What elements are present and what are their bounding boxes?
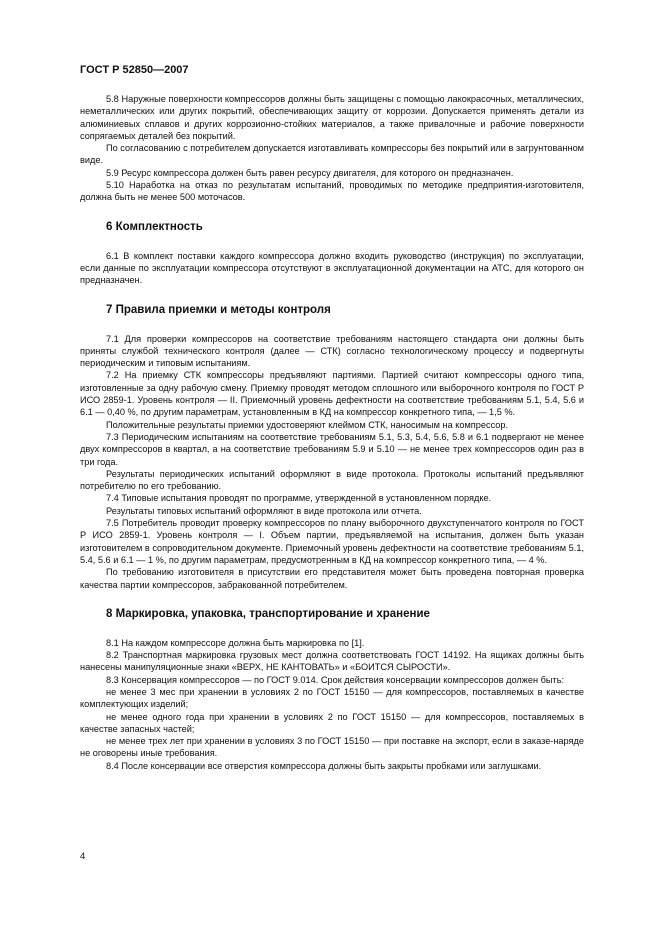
- paragraph-5-10: 5.10 Наработка на отказ по результатам испытаний, проводимых по методике предприятия-изготовителя, должна быть не менее 500 моточасов.: [80, 180, 584, 203]
- paragraph-7-1: 7.1 Для проверки компрессоров на соответствие требованиям настоящего стандарта они должны быть приняты службой технического контроля (далее — СТК) согласно технологическому процессу и подвергнуты периодическим и типовым испытаниям.: [80, 333, 584, 369]
- paragraph-5-8: 5.8 Наружные поверхности компрессоров должны быть защищены с помощью лакокрасочных, металлических, неметаллических или других покрытий, обеспечивающих защиту от коррозии. Допускается применять детали из алюминиевых сплавов и других коррозионно-стойких материалов, а также привалочные и рабочие поверхности сопрягаемых деталей без покрытий.: [80, 94, 584, 141]
- paragraph-7-2: 7.2 На приемку СТК компрессоры предъявляют партиями. Партией считают компрессоры одного типа, изготовленные за одну рабочую смену. Приемку проводят методом сплошного или выборочного контроля по ГОСТ Р ИСО 2859-1. Уровень контроля — II. Приемочный уровень дефектности на соответствие требованиям 5.1, 5.4, 5.6 и 6.1 — 0,40 %, по другим параметрам, установленным в КД на компрессор конкретного типа, — 1,5 %.: [80, 370, 584, 418]
- section-6-heading: 6 Комплектность: [106, 220, 203, 233]
- paragraph-8-3-item-1: не менее 3 мес при хранении в условиях 2 по ГОСТ 15150 — для компрессоров, поставляемых в качестве комплектующих изделий;: [80, 686, 584, 710]
- paragraph-8-3-item-2: не менее одного года при хранении в условиях 2 по ГОСТ 15150 — для компрессоров, поставляемых в качестве запасных частей;: [80, 711, 584, 734]
- paragraph-8-3-item-3: не менее трех лет при хранении в условиях 3 по ГОСТ 15150 — при поставке на экспорт, если в заказе-наряде не оговорены иные требования.: [80, 736, 584, 759]
- paragraph-8-2: 8.2 Транспортная маркировка грузовых мест должна соответствовать ГОСТ 14192. На ящиках должны быть нанесены манипуляционные знаки «ВЕРХ, НЕ КАНТОВАТЬ» и «БОИТСЯ СЫРОСТИ».: [80, 650, 584, 673]
- paragraph-7-3-note: Результаты периодических испытаний оформляют в виде протокола. Протоколы испытаний предъявляют потребителю по его требованию.: [80, 468, 584, 492]
- paragraph-7-5: 7.5 Потребитель проводит проверку компрессоров по плану выборочного двухступенчатого контроля по ГОСТ Р ИСО 2859-1. Уровень контроля — I. Объем партии, предъявляемой на испытания, должен быть указан изготовителем в сопроводительном документе. Приемочный уровень дефектности на соответствие требованиям 5.1, 5.4, 5.6 и 6.1 — 1 %, по другим параметрам, предусмотренным в КД на компрессор конкретного типа, — 4 %.: [80, 518, 584, 565]
- document-body: [80, 93, 584, 772]
- paragraph-7-2-note: Положительные результаты приемки удостоверяют клеймом СТК, наносимым на компрессор.: [106, 419, 509, 430]
- section-8-heading: 8 Маркировка, упаковка, транспортирование и хранение: [106, 607, 430, 620]
- paragraph-5-9: 5.9 Ресурс компрессора должен быть равен ресурсу двигателя, для которого он предназначен.: [106, 167, 514, 178]
- paragraph-7-4-note: Результаты типовых испытаний оформляют в виде протокола или отчета.: [106, 505, 422, 516]
- paragraph-7-4: 7.4 Типовые испытания проводят по программе, утвержденной в установленном порядке.: [106, 493, 492, 504]
- section-7-heading: 7 Правила приемки и методы контроля: [106, 303, 331, 316]
- paragraph-7-5-note: По требованию изготовителя в присутствии его представителя может быть проведена повторная проверка качества партии компрессоров, забракованной потребителем.: [80, 567, 584, 590]
- paragraph-5-8-note: По согласованию с потребителем допускается изготавливать компрессоры без покрытий или в загрунтованном виде.: [80, 143, 584, 166]
- paragraph-8-4: 8.4 После консервации все отверстия компрессора должны быть закрыты пробками или заглушками.: [106, 760, 542, 771]
- paragraph-7-3: 7.3 Периодическим испытаниям на соответствие требованиям 5.1, 5.3, 5.4, 5.6, 5.8 и 6.1 подвергают не менее двух компрессоров в квартал, а на соответствие требованиям 5.9 и 5.10 — не менее трех компрессоров один раз в три года.: [80, 431, 584, 467]
- page-number: 4: [80, 851, 86, 862]
- document-header: ГОСТ Р 52850—2007: [80, 64, 189, 76]
- paragraph-8-3: 8.3 Консервация компрессоров — по ГОСТ 9.014. Срок действия консервации компрессоров должен быть:: [106, 674, 565, 685]
- paragraph-8-1: 8.1 На каждом компрессоре должна быть маркировка по [1].: [106, 637, 365, 648]
- paragraph-6-1: 6.1 В комплект поставки каждого компрессора должно входить руководство (инструкция) по эксплуатации, если данные по эксплуатации компрессора отсутствуют в эксплуатационной документации на АТС, для которого он предназначен.: [80, 250, 584, 286]
